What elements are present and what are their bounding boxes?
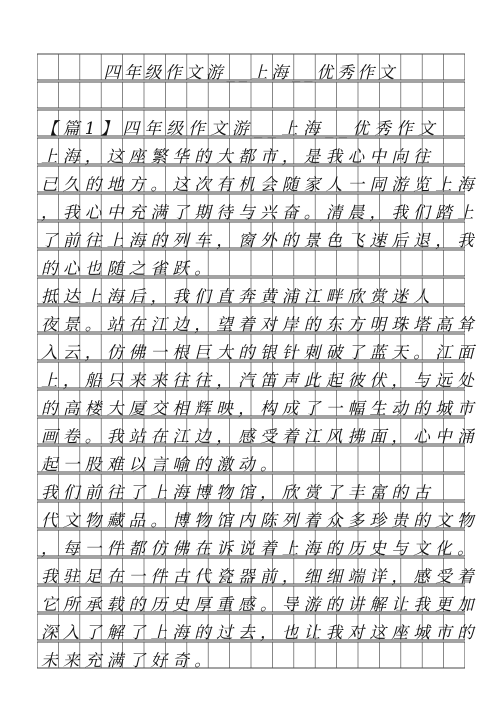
- document-title: 四年级作文游__上海__优秀作文: [103, 63, 399, 82]
- text-line: ，我心中充满了期待与兴奋。清晨，我们踏上: [41, 203, 479, 222]
- text-line: 已久的地方。这次有机会随家人一同游览上海: [41, 175, 479, 194]
- text-line: 上，船只来来往往，汽笛声此起彼伏，与远处: [41, 371, 479, 390]
- text-line: 深入了解了上海的过去，也让我对这座城市的: [41, 623, 479, 642]
- text-line: 画卷。我站在江边，感受着江风拂面，心中涌: [41, 427, 479, 446]
- article-heading: 【篇1】四年级作文游__上海__优秀作文: [41, 119, 440, 138]
- text-line: 的高楼大厦交相辉映，构成了一幅生动的城市: [41, 399, 479, 418]
- text-line: 了前往上海的列车，窗外的景色飞速后退，我: [41, 231, 479, 250]
- text-line: 代文物藏品。博物馆内陈列着众多珍贵的文物: [41, 511, 479, 530]
- text-line: 的心也随之雀跃。: [41, 259, 217, 278]
- text-line: 它所承载的历史厚重感。导游的讲解让我更加: [41, 595, 479, 614]
- text-line: 未来充满了好奇。: [41, 651, 217, 670]
- text-line: 入云，仿佛一根巨大的银针刺破了蓝天。江面: [41, 343, 479, 362]
- text-line: 抵达上海后，我们直奔黄浦江畔欣赏迷人: [41, 287, 436, 306]
- text-line: 我驻足在一件古代瓷器前，细细端详，感受着: [41, 567, 479, 586]
- text-line: ，每一件都仿佛在诉说着上海的历史与文化。: [41, 539, 479, 558]
- composition-sheet: [37, 50, 479, 680]
- text-line: 我们前往了上海博物馆，欣赏了丰富的古: [41, 483, 436, 502]
- text-line: 夜景。站在江边，望着对岸的东方明珠塔高耸: [41, 315, 479, 334]
- text-line: 上海，这座繁华的大都市，是我心中向往: [41, 147, 436, 166]
- text-line: 起一股难以言喻的激动。: [41, 455, 282, 474]
